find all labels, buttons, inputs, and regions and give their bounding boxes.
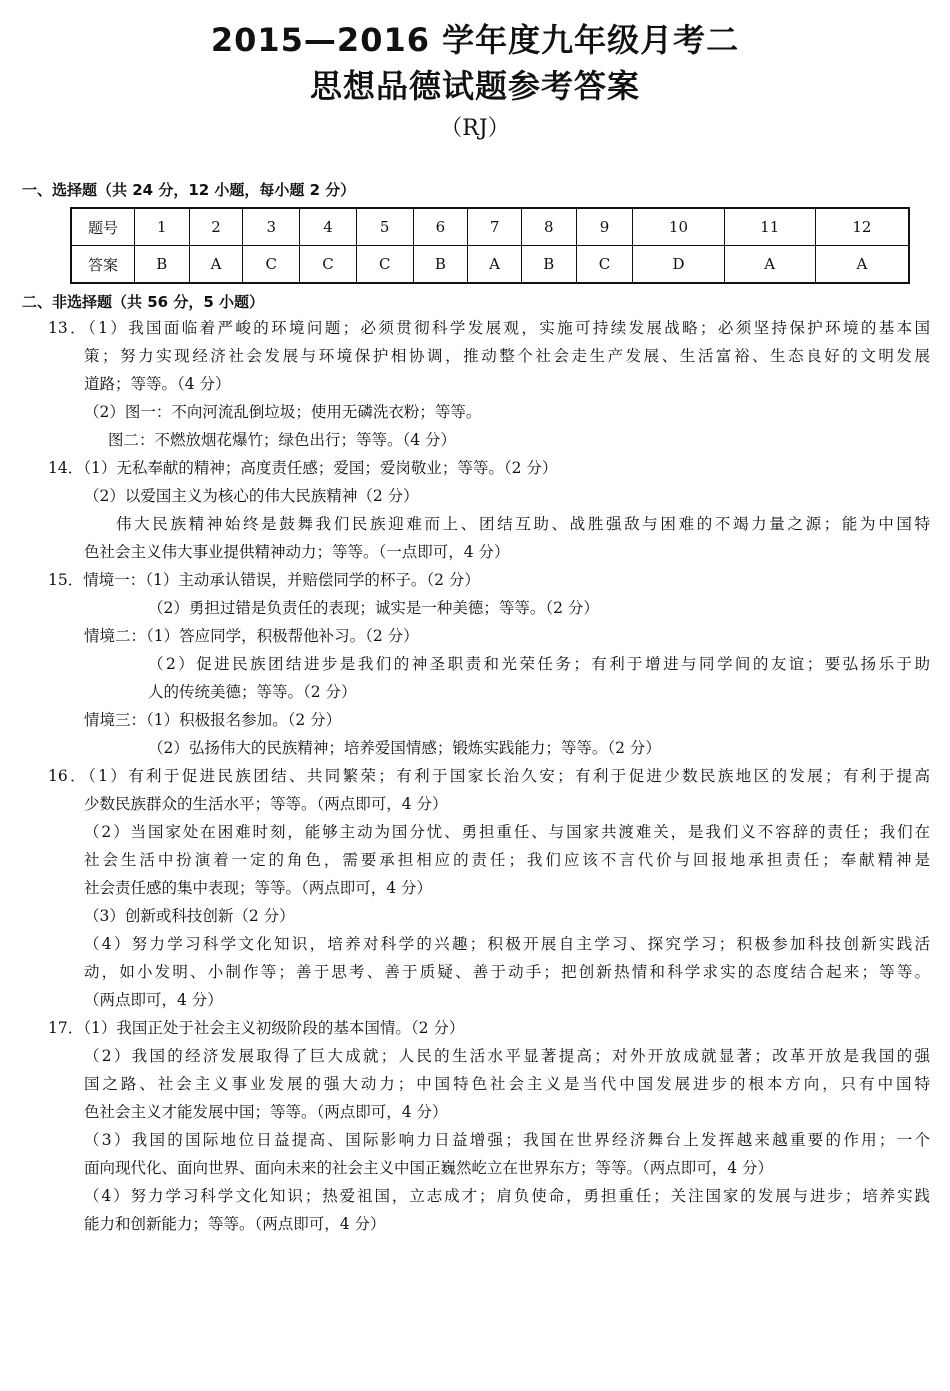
table-cell: D <box>633 246 724 284</box>
answer-line: （4）努力学习科学文化知识，培养对科学的兴趣；积极开展自主学习、探究学习；积极参加科技创新实践活 <box>84 935 930 953</box>
row-label: 题号 <box>71 208 135 246</box>
table-cell: 8 <box>521 208 576 246</box>
table-cell: B <box>521 246 576 284</box>
table-cell: 6 <box>413 208 468 246</box>
table-cell: C <box>243 246 300 284</box>
table-cell: A <box>468 246 522 284</box>
edition-label: （RJ） <box>440 116 510 141</box>
table-cell: 7 <box>468 208 522 246</box>
table-cell: A <box>189 246 243 284</box>
answer-line: 13．（1）我国面临着严峻的环境问题；必须贯彻科学发展观，实施可持续发展战略；必须坚持保护环境的基本国 <box>48 319 930 337</box>
table-cell: 2 <box>189 208 243 246</box>
answer-line: 能力和创新能力；等等。（两点即可，4 分） <box>84 1215 386 1233</box>
answer-line: 动，如小发明、小制作等；善于思考、善于质疑、善于动手；把创新热情和科学求实的态度结合起来；等等。 <box>84 963 930 981</box>
table-cell: 10 <box>633 208 724 246</box>
answer-line: 16．（1）有利于促进民族团结、共同繁荣；有利于国家长治久安；有利于促进少数民族地区的发展；有利于提高 <box>48 767 930 785</box>
answer-line: 社会生活中扮演着一定的角色，需要承担相应的责任；我们应该不言代价与回报地承担责任；奉献精神是 <box>84 851 930 869</box>
answer-line: 色社会主义才能发展中国；等等。（两点即可，4 分） <box>84 1103 448 1121</box>
answer-line: （4）努力学习科学文化知识；热爱祖国，立志成才；肩负使命，勇担重任；关注国家的发展与进步；培养实践 <box>84 1187 930 1205</box>
answer-line: （2）勇担过错是负责任的表现；诚实是一种美德；等等。（2 分） <box>148 599 599 617</box>
answer-line: （2）图一：不向河流乱倒垃圾；使用无磷洗衣粉；等等。 <box>84 403 482 421</box>
table-cell: B <box>413 246 468 284</box>
answer-line: 15．情境一：（1）主动承认错误，并赔偿同学的杯子。（2 分） <box>48 571 480 589</box>
page-subtitle: 思想品德试题参考答案 <box>309 67 640 105</box>
answer-line: 策；努力实现经济社会发展与环境保护相协调，推动整个社会走生产发展、生活富裕、生态良好的文明发展 <box>84 347 930 365</box>
answer-line: 17．（1）我国正处于社会主义初级阶段的基本国情。（2 分） <box>48 1019 465 1037</box>
section2-heading: 二、非选择题（共 56 分，5 小题） <box>22 293 264 311</box>
answer-line: 面向现代化、面向世界、面向未来的社会主义中国正巍然屹立在世界东方；等等。（两点即可，4 分） <box>84 1159 774 1177</box>
answer-line: 少数民族群众的生活水平；等等。（两点即可，4 分） <box>84 795 448 813</box>
table-cell: 1 <box>135 208 190 246</box>
row-label: 答案 <box>71 246 135 284</box>
table-cell: A <box>724 246 815 284</box>
table-cell: 12 <box>815 208 909 246</box>
table-cell: 3 <box>243 208 300 246</box>
table-cell: A <box>815 246 909 284</box>
table-cell: 5 <box>356 208 413 246</box>
answer-line: （3）创新或科技创新（2 分） <box>84 907 295 925</box>
answer-line: 伟大民族精神始终是鼓舞我们民族迎难而上、团结互助、战胜强敌与困难的不竭力量之源；能为中国特 <box>116 515 930 533</box>
answer-line: （2）当国家处在困难时刻，能够主动为国分忧、勇担重任、与国家共渡难关，是我们义不容辞的责任；我们在 <box>84 823 930 841</box>
table-cell: C <box>356 246 413 284</box>
page-title: 2015—2016 学年度九年级月考二 <box>210 21 740 59</box>
answer-line: 色社会主义伟大事业提供精神动力；等等。（一点即可，4 分） <box>84 543 510 561</box>
answer-line: 人的传统美德；等等。（2 分） <box>148 683 357 701</box>
section1-heading: 一、选择题（共 24 分，12 小题，每小题 2 分） <box>22 181 356 199</box>
answer-line: 国之路、社会主义事业发展的强大动力；中国特色社会主义是当代中国发展进步的根本方向，只有中国特 <box>84 1075 930 1093</box>
table-cell: C <box>300 246 357 284</box>
table-row-numbers <box>71 208 909 246</box>
table-cell: C <box>576 246 633 284</box>
table-cell: 9 <box>576 208 633 246</box>
table-cell: 4 <box>300 208 357 246</box>
answer-line: 社会责任感的集中表现；等等。（两点即可，4 分） <box>84 879 433 897</box>
answer-line: 图二：不燃放烟花爆竹；绿色出行；等等。（4 分） <box>108 431 457 449</box>
answer-line: 情境三：（1）积极报名参加。（2 分） <box>84 711 342 729</box>
answer-table <box>70 207 910 284</box>
table-cell: 11 <box>724 208 815 246</box>
table-row-answers <box>71 246 909 284</box>
answer-line: （2）我国的经济发展取得了巨大成就；人民的生活水平显著提高；对外开放成就显著；改革开放是我国的强 <box>84 1047 930 1065</box>
answer-line: （两点即可，4 分） <box>84 991 223 1009</box>
answer-line: （2）以爱国主义为核心的伟大民族精神（2 分） <box>84 487 419 505</box>
answer-line: 14．（1）无私奉献的精神；高度责任感；爱国；爱岗敬业；等等。（2 分） <box>48 459 558 477</box>
answer-line: （2）促进民族团结进步是我们的神圣职责和光荣任务；有利于增进与同学间的友谊；要弘扬乐于助 <box>148 655 930 673</box>
table-cell: B <box>135 246 190 284</box>
answer-line: 情境二：（1）答应同学，积极帮他补习。（2 分） <box>84 627 419 645</box>
answer-line: 道路；等等。（4 分） <box>84 375 231 393</box>
answer-line: （2）弘扬伟大的民族精神；培养爱国情感；锻炼实践能力；等等。（2 分） <box>148 739 661 757</box>
answer-line: （3）我国的国际地位日益提高、国际影响力日益增强；我国在世界经济舞台上发挥越来越重要的作用；一个 <box>84 1131 930 1149</box>
